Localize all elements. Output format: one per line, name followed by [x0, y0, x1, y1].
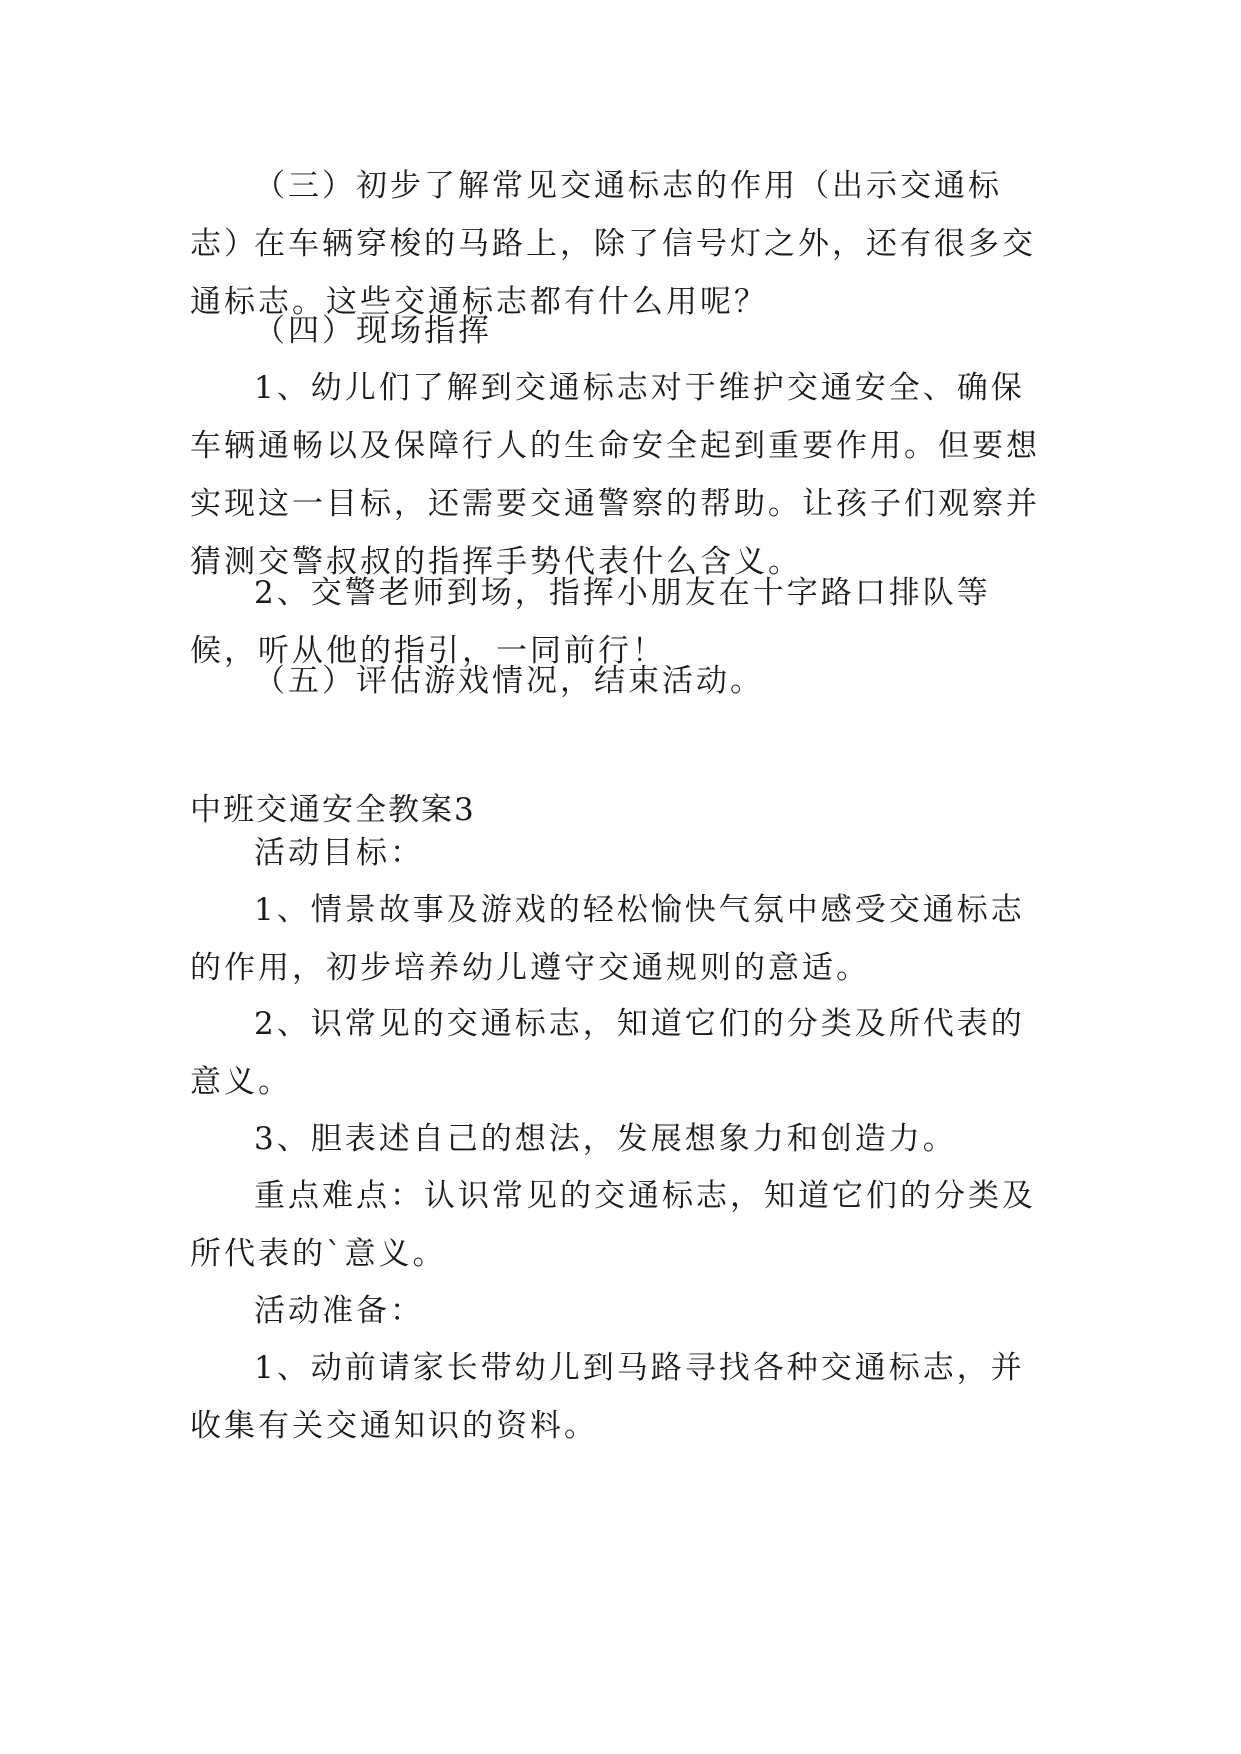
paragraph-traffic-signs-question: 在车辆穿梭的马路上，除了信号灯之外，还有很多交通标志。这些交通标志都有什么用呢？ [190, 226, 1036, 320]
goal-item-3: 3、胆表述自己的想法，发展想象力和创造力。 [254, 1121, 957, 1157]
lesson-title: 中班交通安全教案3 [190, 792, 476, 828]
paragraph-police-arrival: 2、交警老师到场，指挥小朋友在十字路口排队等候，听从他的指引，一同前行！ [190, 575, 991, 669]
goals-label: 活动目标： [254, 835, 424, 871]
goal-item-2: 2、识常见的交通标志，知道它们的分类及所代表的意义。 [190, 1006, 1025, 1100]
paragraph-section-five: （五）评估游戏情况，结束活动。 [254, 663, 764, 699]
key-points: 重点难点：认识常见的交通标志，知道它们的分类及所代表的`意义。 [190, 1178, 1036, 1272]
goal-item-1: 1、情景故事及游戏的轻松愉快气氛中感受交通标志的作用，初步培养幼儿遵守交通规则的意适。 [190, 892, 1025, 986]
paragraph-police-help: 1、幼儿们了解到交通标志对于维护交通安全、确保车辆通畅以及保障行人的生命安全起到重要作用。但要想实现这一目标，还需要交通警察的帮助。让孩子们观察并猜测交警叔叔的指挥手势代表什么含义。 [190, 370, 1040, 580]
prep-item-1: 1、动前请家长带幼儿到马路寻找各种交通标志，并收集有关交通知识的资料。 [190, 1350, 1025, 1444]
prep-label: 活动准备： [254, 1293, 424, 1329]
paragraph-section-three: （三）初步了解常见交通标志的作用（出示交通标志） [190, 168, 1002, 262]
paragraph-section-four: （四）现场指挥 [254, 313, 492, 349]
